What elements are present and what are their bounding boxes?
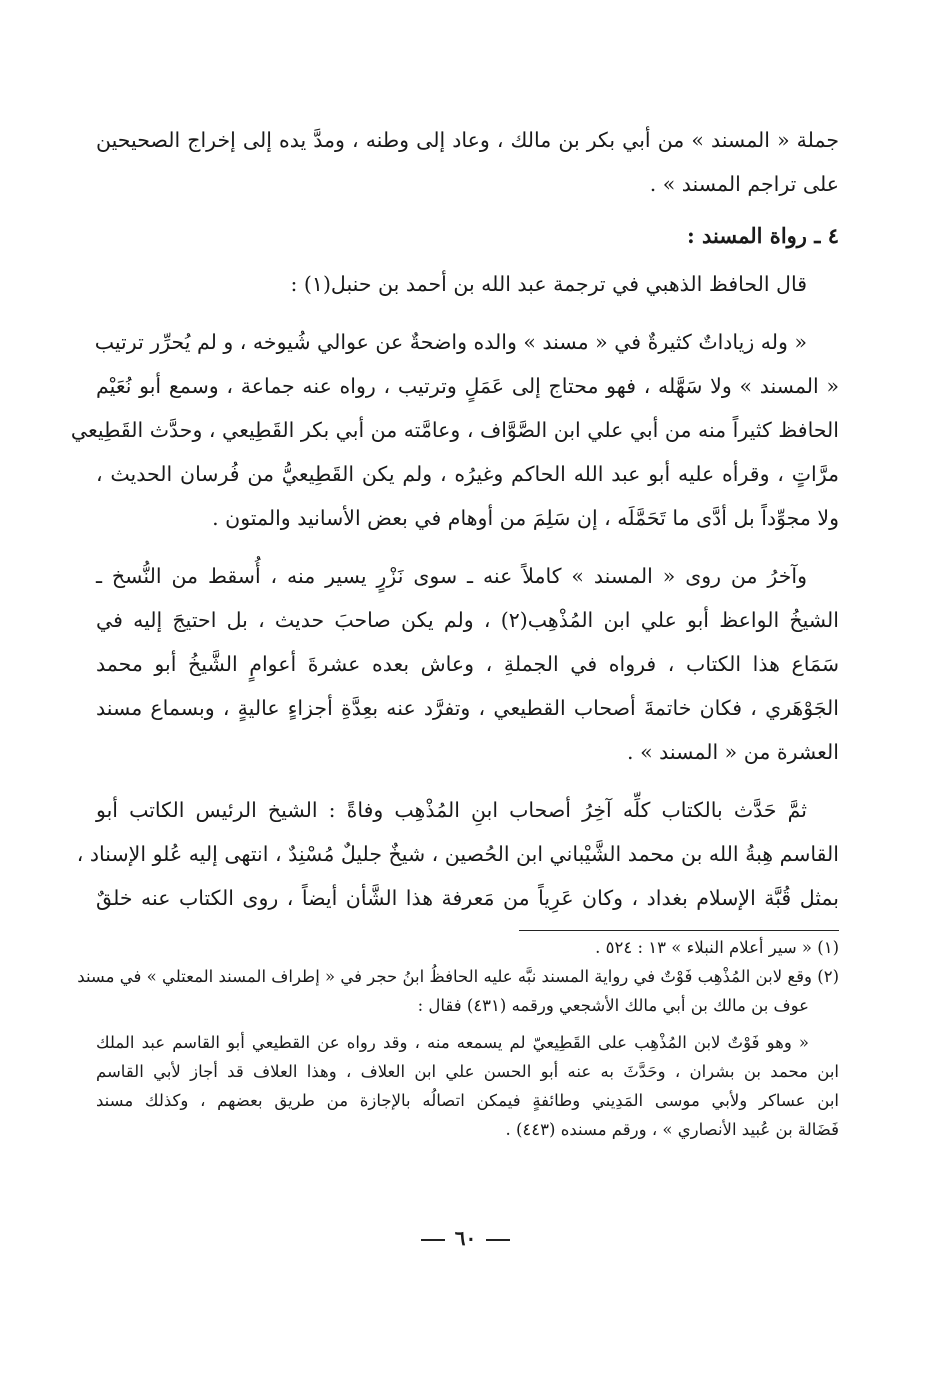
text-line: « وله زياداتٌ كثيرةٌ في « مسند » والده واضحةٌ عن عوالي شُيوخه ، و لم يُحرِّر ترتيب <box>94 330 807 354</box>
paragraph-last-narrator <box>96 554 839 774</box>
text-line: « المسند » ولا سَهَّله ، فهو محتاج إلى عَمَلٍ وترتيب ، رواه عنه جماعة ، وسمع أبو نُعَيْم <box>96 374 839 398</box>
footnote-divider <box>519 930 839 931</box>
text-line: الجَوْهَري ، فكان خاتمةَ أصحاب القطيعي ، وتفرَّد عنه بعِدَّةِ أجزاءٍ عاليةٍ ، وبسماع مسند <box>96 696 839 720</box>
footnote-line: ابن محمد بن بشران ، وحَدَّثَ به عنه أبو الحسن علي ابن العلاف ، وهذا العلاف قد أجاز لأبي القاسم <box>96 1062 839 1081</box>
footnote-line: فَضَالة بن عُبيد الأنصاري » ، ورقم مسنده (٤٤٣) . <box>505 1120 839 1139</box>
page-body <box>70 118 840 1144</box>
dash-decoration <box>486 1239 510 1241</box>
paragraph-1 <box>96 118 839 206</box>
footnote-1: (١) « سير أعلام النبلاء » ١٣ : ٥٢٤ . <box>595 938 839 957</box>
page-number <box>0 1226 931 1250</box>
footnotes <box>77 933 839 1144</box>
text-line: بمثل قُبَّة الإسلام بغداد ، وكان عَرِياً من مَعرفة هذا الشَّأن أيضاً ، روى الكتاب عنه خلقٌ <box>96 886 839 910</box>
text-line: وآخرُ من روى « المسند » كاملاً عنه ـ سوى نَزْرٍ يسير منه ، أُسقط من النُّسخ ـ <box>96 564 807 588</box>
text-line: ثمَّ حَدَّث بالكتاب كلِّه آخِرُ أصحاب ابنِ المُذْهِب وفاةً : الشيخ الرئيس الكاتب أبو <box>96 798 807 822</box>
text-line: سَمَاع هذا الكتاب ، فرواه في الجملةِ ، وعاش بعده عشرةَ أعوامٍ الشَّيخُ أبو محمد <box>96 652 839 676</box>
page-number-value: ٦٠ <box>454 1226 477 1250</box>
paragraph-quote <box>70 320 839 540</box>
text-line: على تراجم المسند » . <box>649 172 839 196</box>
footnote-line: « وهو فَوْتٌ لابن المُذْهِب على القَطِيعيّ لم يسمعه منه ، وقد رواه عن القطيعي أبو القاسم عبد الملك <box>96 1033 809 1052</box>
text-line: القاسم هِبةُ الله بن محمد الشَّيْباني ابن الحُصين ، شيخٌ جليلٌ مُسْنِدٌ ، انتهى إليه عُلو الإسناد ، <box>76 842 839 866</box>
footnote-line: (٢) وقع لابن المُذْهِب فَوْتٌ في رواية المسند نبَّه عليه الحافظُ ابنُ حجر في « إطراف المسند المعتلي » في مسند <box>77 967 839 986</box>
dash-decoration <box>421 1239 445 1241</box>
footnote-line: عوف بن مالك بن أبي مالك الأشجعي ورقمه (٤٣١) فقال : <box>417 996 809 1015</box>
text-line: ولا مجوِّداً بل أدَّى ما تَحَمَّلَه ، إن سَلِمَ من أوهام في بعض الأسانيد والمتون . <box>212 506 839 530</box>
footnote-line: ابن عساكر ولأبي موسى المَدِيني وطائفةٍ فيمكن اتصالُه بالإجازة من طريق بعضهم ، وكذلك مسند <box>96 1091 839 1110</box>
footnote-2-quote <box>96 1028 839 1144</box>
text-line: جملة « المسند » من أبي بكر بن مالك ، وعاد إلى وطنه ، ومدَّ يده إلى إخراج الصحيحين <box>96 128 839 152</box>
text-line: العشرة من « المسند » . <box>627 740 839 764</box>
text-line: مرَّاتٍ ، وقرأه عليه أبو عبد الله الحاكم وغيرُه ، ولم يكن القَطِيعيُّ من فُرسان الحديث ، <box>96 462 839 486</box>
section-heading: ٤ ـ رواة المسند : <box>686 223 839 248</box>
text-line: الشيخُ الواعظ أبو علي ابن المُذْهِب(٢) ، ولم يكن صاحبَ حديث ، بل احتيجَ إليه في <box>96 608 840 632</box>
paragraph-ibn-husayn <box>76 788 839 920</box>
text-line: الحافظ كثيراً منه من أبي علي ابن الصَّوَّاف ، وعامَّته من أبي بكر القَطِيعي ، وحدَّث القَطِيعي <box>70 418 839 442</box>
footnote-2 <box>77 962 839 1020</box>
quote-intro: قال الحافظ الذهبي في ترجمة عبد الله بن أحمد بن حنبل(١) : <box>290 272 807 296</box>
